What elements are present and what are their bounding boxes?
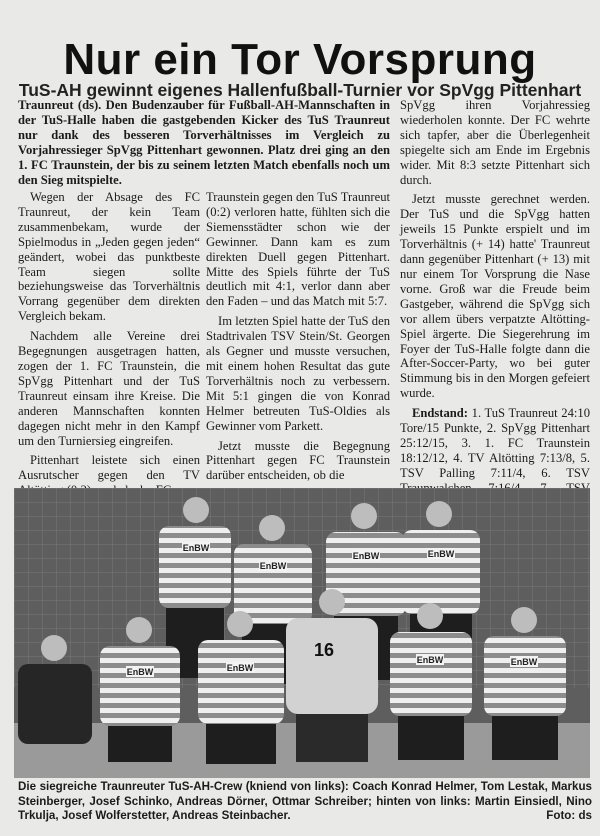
jersey-logo-2: EnBW [259,561,287,571]
team-photo-illustration [14,488,590,778]
jersey-logo-3: EnBW [352,551,380,561]
article-column-1 [18,190,200,503]
jersey-logo-6: EnBW [226,663,254,673]
jersey-logo-4: EnBW [427,549,455,559]
paragraph: Jetzt musste die Begegnung Pittenhart gegen FC Traunstein darüber entscheiden, ob die [206,438,390,483]
photo-credit: Foto: ds [546,809,592,823]
jersey-logo-7: EnBW [416,655,444,665]
paragraph: SpVgg ihren Vorjahressieg wiederholen konnte. Der FC wehrte sich tapfer, aber die Überlegenheit spiegelte sich am Ende im Ergebnis wider. Mit 8:3 setzte Pittenhart sich durch. [400,98,590,187]
paragraph: Pittenhart leistete sich einen Ausrutscher gegen den TV [18,453,200,483]
subheadline: TuS-AH gewinnt eigenes Hallenfußball-Turnier vor SpVgg Pittenhart [18,79,582,100]
article-column-2 [206,190,390,488]
paragraph: Traunstein gegen den TuS Traunreut (0:2) verloren hatte, fühlten sich die Siemensstädter schon wie der Gewinner. Dann kam es zum direkten Duell gegen Pittenhart. Mitte des Spiels führte der TuS deutlich mit 4:1, verlor dann aber den Faden – und das Match mit 5:7. [206,190,390,309]
paragraph: Jetzt musste gerechnet werden. Der TuS und die SpVgg hatten jeweils 15 Punkte erspielt und im Torverhältnis (+ 14) hatte' Traunreut dann gegenüber Pittenhart (+ 13) mit nur einem Tor Vorsprung die Nase vorne. Groß war die Freude beim Gastgeber, während die SpVgg sich vor allem übers verpatzte Altötting-Spiel ärgerte. Die Siegerehrung im Foyer der TuS-Halle folgte dann die After-Soccer-Party, wo bei guter Stimmung bis in den Morgen gefeiert wurde. [400,192,590,401]
paragraph: Nachdem alle Vereine drei Begegnungen ausgetragen hatten, zogen der 1. FC Traunstein, die SpVgg Pittenhart und der TuS Traunreut einsam ihre Kreise. Die anderen Mannschaften konnten dagegen nicht mehr in den Kampf um den Turniersieg eingreifen. [18,329,200,448]
final-standings-label: Endstand: [412,406,469,421]
keeper-number: 16 [314,640,335,660]
caption-text: Die siegreiche Traunreuter TuS-AH-Crew (kniend von links): Coach Konrad Helmer, Tom Lestak, Markus Steinberger, Josef Schinko, Andreas Dörner, Ottmar Schreiber; hinten von links: Martin Einsiedl, Nino Trkulja, Josef Wolferstetter, Andreas Steinbacher. [18,780,592,823]
team-photo [14,488,590,778]
jersey-logo-8: EnBW [510,657,538,667]
photo-caption [18,780,592,824]
headline: Nur ein Tor Vorsprung [63,35,537,85]
jersey-logo-5: EnBW [126,667,154,677]
paragraph: Im letzten Spiel hatte der TuS den Stadtrivalen TSV Stein/St. Georgen als Gegner und musste versuchen, mit einem hohen Resultat das gute Torverhältnis noch zu verbessern. Mit 5:1 gingen die von Konrad Helmer betreuten TuS-Oldies als Gewinner vom Parkett. [206,314,390,433]
lead-paragraph: Traunreut (ds). Den Budenzauber für Fußball-AH-Mannschaften in der TuS-Halle haben die gastgebenden Kicker des TuS Traunreut nur dank des besseren Torverhältnisses im Vergleich zu Vorjahressieger SpVgg Pittenhart gewonnen. Platz drei ging an den 1. FC Traunstein, der bis zu seinem letzten Match ebenfalls noch um den Sieg mitspielte. [18,98,390,187]
jersey-logo-1: EnBW [182,543,210,553]
paragraph: Wegen der Absage des FC Traunreut, der kein Team zusammenbekam, wurde der Spielmodus in „Jeden gegen jeden“ geändert, wobei das punktbeste Team siegen sollte beziehungsweise das Torverhältnis Vorrang gegenüber dem direkten Vergleich bekam. [18,190,200,324]
final-standings-text: 1. TuS Traunreut 24:10 Tore/15 Punkte, 2. SpVgg Pittenhart 25:12/15, 3. 1. FC Traunstein 18:12/12, 4. TV Altötting 7:13/8, 5. TSV Palling 7:11/4, 6. TSV [400,406,590,480]
article-column-3 [400,98,590,515]
